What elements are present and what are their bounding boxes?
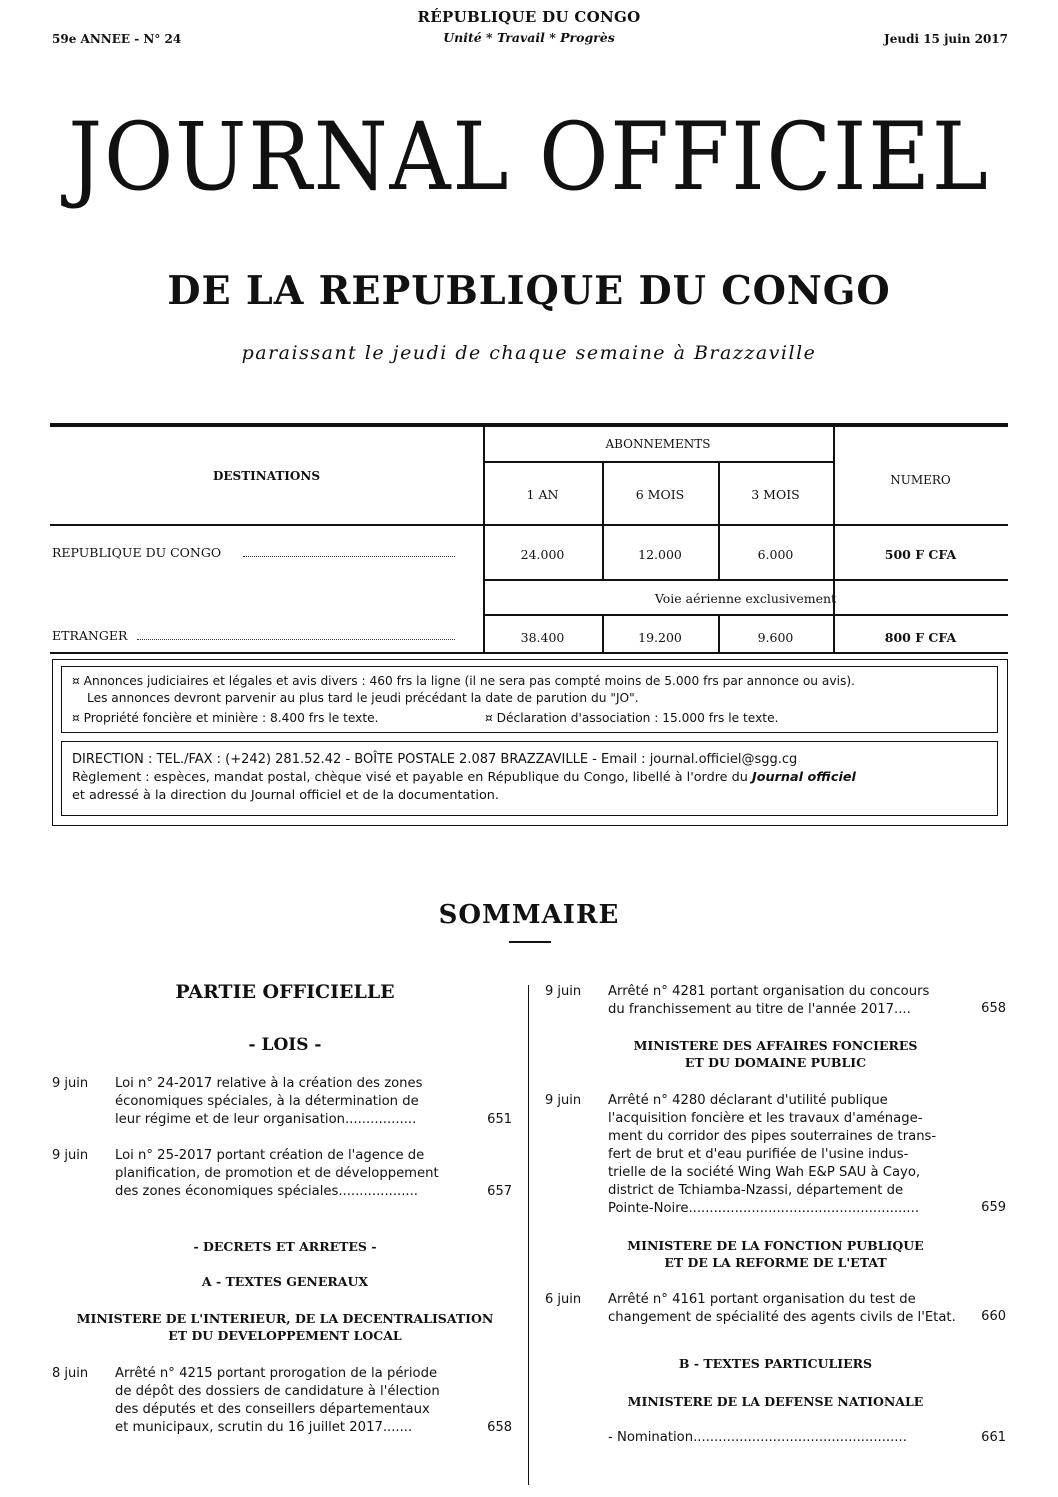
ministry-line: MINISTERE DES AFFAIRES FONCIERES xyxy=(633,1038,918,1053)
ministry-interieur xyxy=(50,1310,520,1344)
entry-line: de dépôt des dossiers de candidature à l'élection xyxy=(115,1384,440,1399)
table-hline xyxy=(50,652,1008,654)
entry-line: des zones économiques spéciales................... xyxy=(115,1184,418,1199)
entry-text xyxy=(115,1147,439,1201)
destinations-header: DESTINATIONS xyxy=(212,469,320,483)
entry-line: district de Tchiamba-Nzassi, département de xyxy=(608,1183,904,1198)
ministry-fonciers xyxy=(545,1037,1006,1071)
lois-heading: - LOIS - xyxy=(248,1035,322,1055)
ministry-fonction-publique xyxy=(545,1237,1006,1271)
entry-line: ment du corridor des pipes souterraines de trans- xyxy=(608,1129,937,1144)
price-cell: 9.600 xyxy=(757,630,794,645)
entry-line: Arrêté n° 4215 portant prorogation de la période xyxy=(115,1366,438,1381)
journal-subtitle: DE LA REPUBLIQUE DU CONGO xyxy=(167,268,891,314)
decrets-heading: - DECRETS ET ARRETES - xyxy=(193,1239,377,1254)
table-hline xyxy=(50,524,1008,526)
ministry-line: MINISTERE DE LA FONCTION PUBLIQUE xyxy=(627,1238,924,1253)
column-divider xyxy=(528,985,529,1485)
price-cell: 12.000 xyxy=(638,547,682,562)
entry-line: Arrêté n° 4281 portant organisation du concours xyxy=(608,984,930,999)
entry-line: et municipaux, scrutin du 16 juillet 2017....... xyxy=(115,1420,413,1435)
republic-name: RÉPUBLIQUE DU CONGO xyxy=(417,8,641,26)
entry-date: 6 juin xyxy=(545,1292,582,1307)
table-hline xyxy=(483,614,1008,616)
notice-association: ¤ Déclaration d'association : 15.000 frs le texte. xyxy=(485,711,779,725)
entry-date: 9 juin xyxy=(545,1093,582,1108)
issue-number: 59e ANNEE - N° 24 xyxy=(52,32,182,46)
entry-line: l'acquisition foncière et les travaux d'aménage- xyxy=(608,1111,923,1126)
col-3mois: 3 MOIS xyxy=(751,487,800,502)
leader-dots xyxy=(243,556,455,557)
leader-dots xyxy=(137,639,455,640)
entry-page: 651 xyxy=(487,1112,512,1127)
abonnements-header: ABONNEMENTS xyxy=(605,437,711,451)
notice-delai: Les annonces devront parvenir au plus tard le jeudi précédant la date de parution du "JO". xyxy=(87,691,639,705)
entry-text xyxy=(608,1092,936,1218)
row-label: ETRANGER xyxy=(52,628,128,643)
partie-officielle-heading: PARTIE OFFICIELLE xyxy=(175,981,395,1003)
ministry-defense: MINISTERE DE LA DEFENSE NATIONALE xyxy=(627,1394,924,1409)
entry-page: 660 xyxy=(981,1309,1006,1324)
price-cell: 6.000 xyxy=(757,547,794,562)
entry-line: du franchissement au titre de l'année 2017.... xyxy=(608,1002,911,1017)
entry-page: 658 xyxy=(981,1001,1006,1016)
row-label: REPUBLIQUE DU CONGO xyxy=(52,545,222,560)
entry-line: Loi n° 24-2017 relative à la création des zones xyxy=(115,1076,423,1091)
entry-text xyxy=(608,983,929,1019)
entry-line: Pointe-Noire....................................................... xyxy=(608,1201,920,1216)
entry-line: économiques spéciales, à la détermination de xyxy=(115,1094,419,1109)
journal-title: JOURNAL OFFICIEL xyxy=(68,103,990,212)
numero-header: NUMERO xyxy=(890,473,951,487)
entry-line: des députés et des conseillers départementaux xyxy=(115,1402,430,1417)
entry-date: 9 juin xyxy=(545,984,582,999)
entry-line: Loi n° 25-2017 portant création de l'agence de xyxy=(115,1148,425,1163)
reglement-text: Règlement : espèces, mandat postal, chèque visé et payable en République du Congo, libellé à l'ordre du xyxy=(72,770,748,785)
entry-line: fert de brut et d'eau purifiée de l'usine indus- xyxy=(608,1147,909,1162)
ministry-line: MINISTERE DE L'INTERIEUR, DE LA DECENTRALISATION xyxy=(76,1311,494,1326)
issue-date: Jeudi 15 juin 2017 xyxy=(884,32,1008,46)
entry-page: 661 xyxy=(981,1430,1006,1445)
table-hline xyxy=(483,579,1008,581)
price-cell: 38.400 xyxy=(520,630,565,645)
entry-text xyxy=(608,1429,907,1447)
ministry-line: ET DE LA REFORME DE L'ETAT xyxy=(664,1255,887,1270)
entry-page: 658 xyxy=(487,1420,512,1435)
entry-text xyxy=(115,1075,423,1129)
entry-line: Arrêté n° 4280 déclarant d'utilité publique xyxy=(608,1093,888,1108)
col-6mois: 6 MOIS xyxy=(635,487,685,502)
textes-generaux-heading: A - TEXTES GENERAUX xyxy=(201,1274,369,1289)
entry-line: leur régime et de leur organisation................. xyxy=(115,1112,417,1127)
notice-annonces: ¤ Annonces judiciaires et légales et avis divers : 460 frs la ligne (il ne sera pas compté moins de 5.000 frs par annonce ou avis). xyxy=(72,674,855,688)
entry-date: 9 juin xyxy=(52,1148,89,1163)
reglement-line xyxy=(72,769,856,787)
reglement-line-2: et adressé à la direction du Journal officiel et de la documentation. xyxy=(72,788,499,803)
voie-aerienne-note: Voie aérienne exclusivement xyxy=(654,591,837,606)
sommaire-underline xyxy=(509,941,551,943)
entry-line: changement de spécialité des agents civils de l'Etat. xyxy=(608,1310,956,1325)
table-vline xyxy=(833,427,835,653)
journal-tagline: paraissant le jeudi de chaque semaine à Brazzaville xyxy=(241,342,817,364)
journal-officiel-emph: Journal officiel xyxy=(751,770,856,785)
entry-line: planification, de promotion et de développement xyxy=(115,1166,439,1181)
national-motto: Unité * Travail * Progrès xyxy=(443,30,615,45)
ministry-line: ET DU DEVELOPPEMENT LOCAL xyxy=(168,1328,402,1343)
entry-line: trielle de la société Wing Wah E&P SAU à Cayo, xyxy=(608,1165,921,1180)
numero-price: 800 F CFA xyxy=(884,630,957,645)
price-cell: 24.000 xyxy=(520,547,565,562)
numero-price: 500 F CFA xyxy=(884,547,957,562)
ministry-line: ET DU DOMAINE PUBLIC xyxy=(684,1055,867,1070)
entry-line: - Nomination................................................... xyxy=(608,1430,907,1445)
sommaire-title: SOMMAIRE xyxy=(438,900,620,930)
textes-particuliers-heading: B - TEXTES PARTICULIERS xyxy=(678,1356,873,1371)
col-1an: 1 AN xyxy=(526,487,559,502)
table-top-rule xyxy=(50,423,1008,427)
entry-page: 659 xyxy=(981,1200,1006,1215)
entry-date: 9 juin xyxy=(52,1076,89,1091)
notice-propriete: ¤ Propriété foncière et minière : 8.400 frs le texte. xyxy=(72,711,379,725)
entry-line: Arrêté n° 4161 portant organisation du test de xyxy=(608,1292,916,1307)
entry-page: 657 xyxy=(487,1184,512,1199)
price-cell: 19.200 xyxy=(638,630,682,645)
entry-date: 8 juin xyxy=(52,1366,89,1381)
table-hline xyxy=(483,461,833,463)
entry-text xyxy=(608,1291,956,1327)
entry-text xyxy=(115,1365,440,1437)
direction-contact: DIRECTION : TEL./FAX : (+242) 281.52.42 - BOÎTE POSTALE 2.087 BRAZZAVILLE - Email : journal.officiel@sgg.cg xyxy=(72,752,798,767)
